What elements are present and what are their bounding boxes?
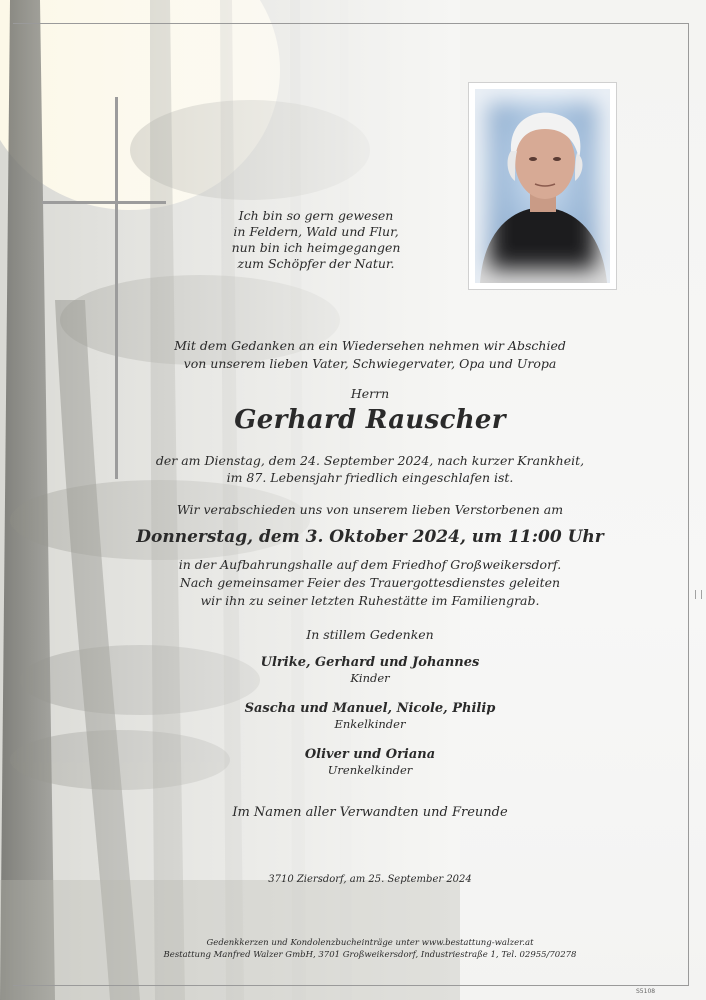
portrait-photo <box>469 83 616 289</box>
poem-line: Ich bin so gern gewesen <box>238 208 394 223</box>
deceased-name: Gerhard Rauscher <box>234 405 506 435</box>
poem <box>196 208 436 272</box>
memory-line: In stillem Gedenken <box>306 627 434 642</box>
location-line: wir ihn zu seiner letzten Ruhestätte im Familiengrab. <box>200 593 540 608</box>
death-line: im 87. Lebensjahr friedlich eingeschlafen ist. <box>226 470 514 485</box>
intro-line: Mit dem Gedanken an ein Wiedersehen nehmen wir Abschied <box>174 338 566 353</box>
side-ticks: | | <box>694 590 703 600</box>
mourner-relation: Kinder <box>350 671 390 685</box>
mourner-names: Ulrike, Gerhard und Johannes <box>260 655 480 670</box>
footer-line: Gedenkkerzen und Kondolenzbucheinträge unter www.bestattung-walzer.at <box>206 938 534 948</box>
location-line: Nach gemeinsamer Feier des Trauergottesdienstes geleiten <box>179 575 561 590</box>
location-line: in der Aufbahrungshalle auf dem Friedhof Großweikersdorf. <box>178 557 562 572</box>
frame-bottom <box>13 985 689 986</box>
poem-line: in Feldern, Wald und Flur, <box>233 224 399 239</box>
farewell-intro: Wir verabschieden uns von unserem lieben Verstorbenen am <box>176 502 564 517</box>
closing-line: Im Namen aller Verwandten und Freunde <box>232 805 508 820</box>
intro-line: von unserem lieben Vater, Schwiegervater, Opa und Uropa <box>183 356 557 371</box>
mourner-relation: Enkelkinder <box>334 717 406 731</box>
salutation: Herrn <box>350 386 390 401</box>
intro-text <box>140 337 600 373</box>
poem-line: zum Schöpfer der Natur. <box>237 256 395 271</box>
death-line: der am Dienstag, dem 24. September 2024, nach kurzer Krankheit, <box>155 453 585 468</box>
footer <box>100 937 640 961</box>
poem-line: nun bin ich heimgegangen <box>231 240 401 255</box>
cross-horizontal-bar <box>42 201 166 204</box>
funeral-location <box>140 556 600 610</box>
mourner-relation: Urenkelkinder <box>327 763 413 777</box>
mourner-names: Sascha und Manuel, Nicole, Philip <box>244 701 496 716</box>
mourner-names: Oliver und Oriana <box>304 747 436 762</box>
print-code: S5108 <box>636 988 656 995</box>
footer-line: Bestattung Manfred Walzer GmbH, 3701 Großweikersdorf, Industriestraße 1, Tel. 02955/70278 <box>163 950 577 960</box>
frame-top <box>13 23 689 24</box>
cross-vertical-bar <box>115 97 118 479</box>
death-notice <box>140 452 600 486</box>
frame-right <box>688 23 689 985</box>
funeral-date: Donnerstag, dem 3. Oktober 2024, um 11:00 Uhr <box>136 527 604 547</box>
place-date: 3710 Ziersdorf, am 25. September 2024 <box>268 874 472 885</box>
